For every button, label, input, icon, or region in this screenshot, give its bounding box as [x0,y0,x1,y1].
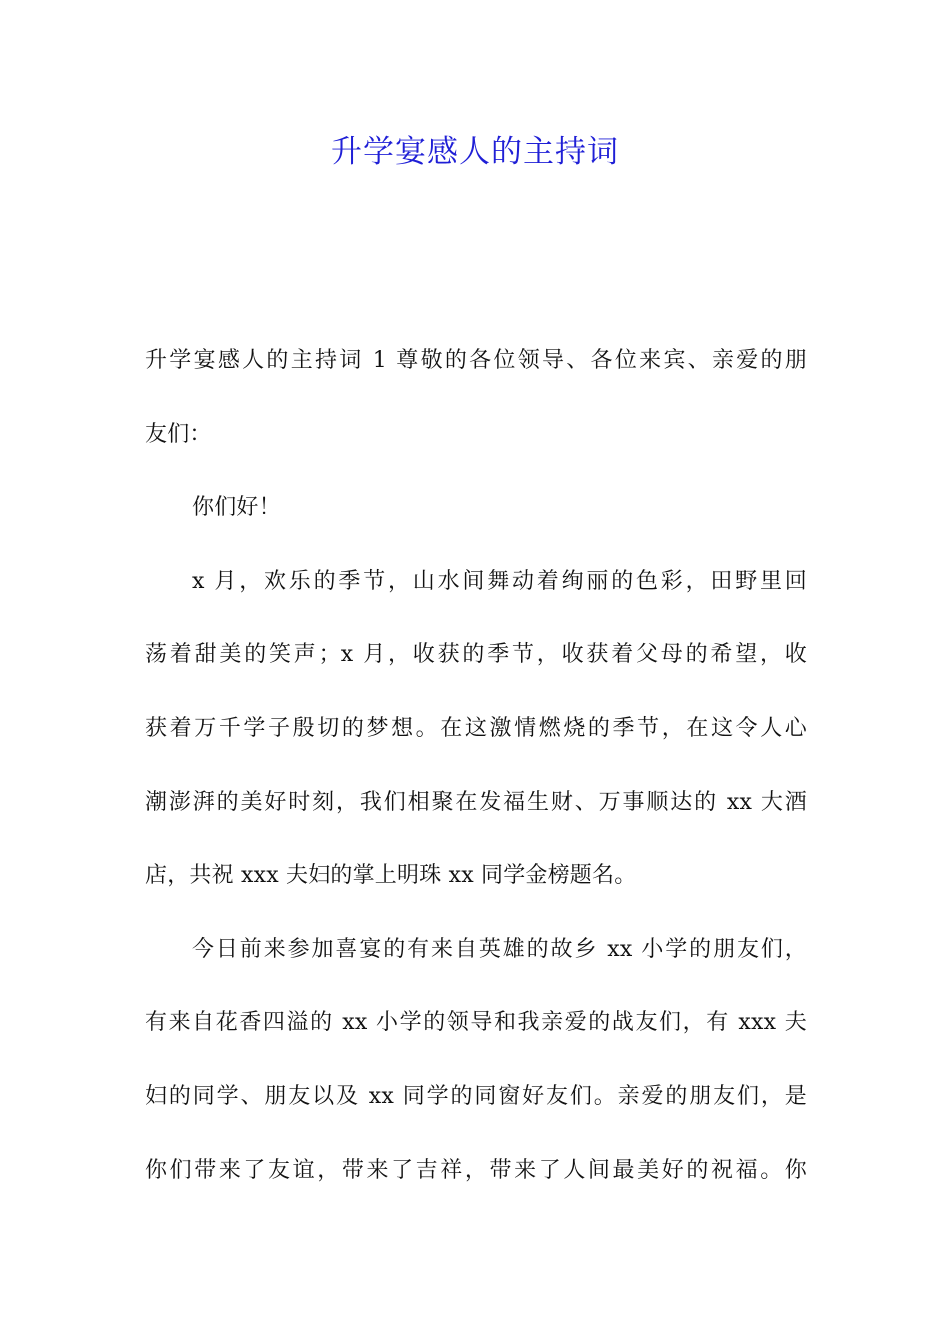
body-line: 获着万千学子殷切的梦想。在这激情燃烧的季节，在这令人心 [145,715,807,741]
document-title: 升学宴感人的主持词 [331,134,619,170]
body-line: 你们带来了友谊，带来了吉祥，带来了人间最美好的祝福。你 [145,1157,807,1183]
body-line: 妇的同学、朋友以及 xx 同学的同窗好友们。亲爱的朋友们，是 [145,1083,807,1109]
body-line: 你们好！ [192,495,281,521]
body-line: 升学宴感人的主持词 1 尊敬的各位领导、各位来宾、亲爱的朋 [145,348,807,373]
body-line: 店，共祝 xxx 夫妇的掌上明珠 xx 同学金榜题名。 [145,863,637,889]
body-line: 潮澎湃的美好时刻，我们相聚在发福生财、万事顺达的 xx 大酒 [145,789,807,815]
body-line: 有来自花香四溢的 xx 小学的领导和我亲爱的战友们，有 xxx 夫 [145,1010,807,1036]
document-body [145,336,807,1219]
body-line: 友们： [145,421,212,447]
body-line: 荡着甜美的笑声；x 月，收获的季节，收获着父母的希望，收 [145,642,807,668]
body-line: 今日前来参加喜宴的有来自英雄的故乡 xx 小学的朋友们， [192,936,807,962]
body-line: x 月，欢乐的季节，山水间舞动着绚丽的色彩，田野里回 [192,568,807,594]
